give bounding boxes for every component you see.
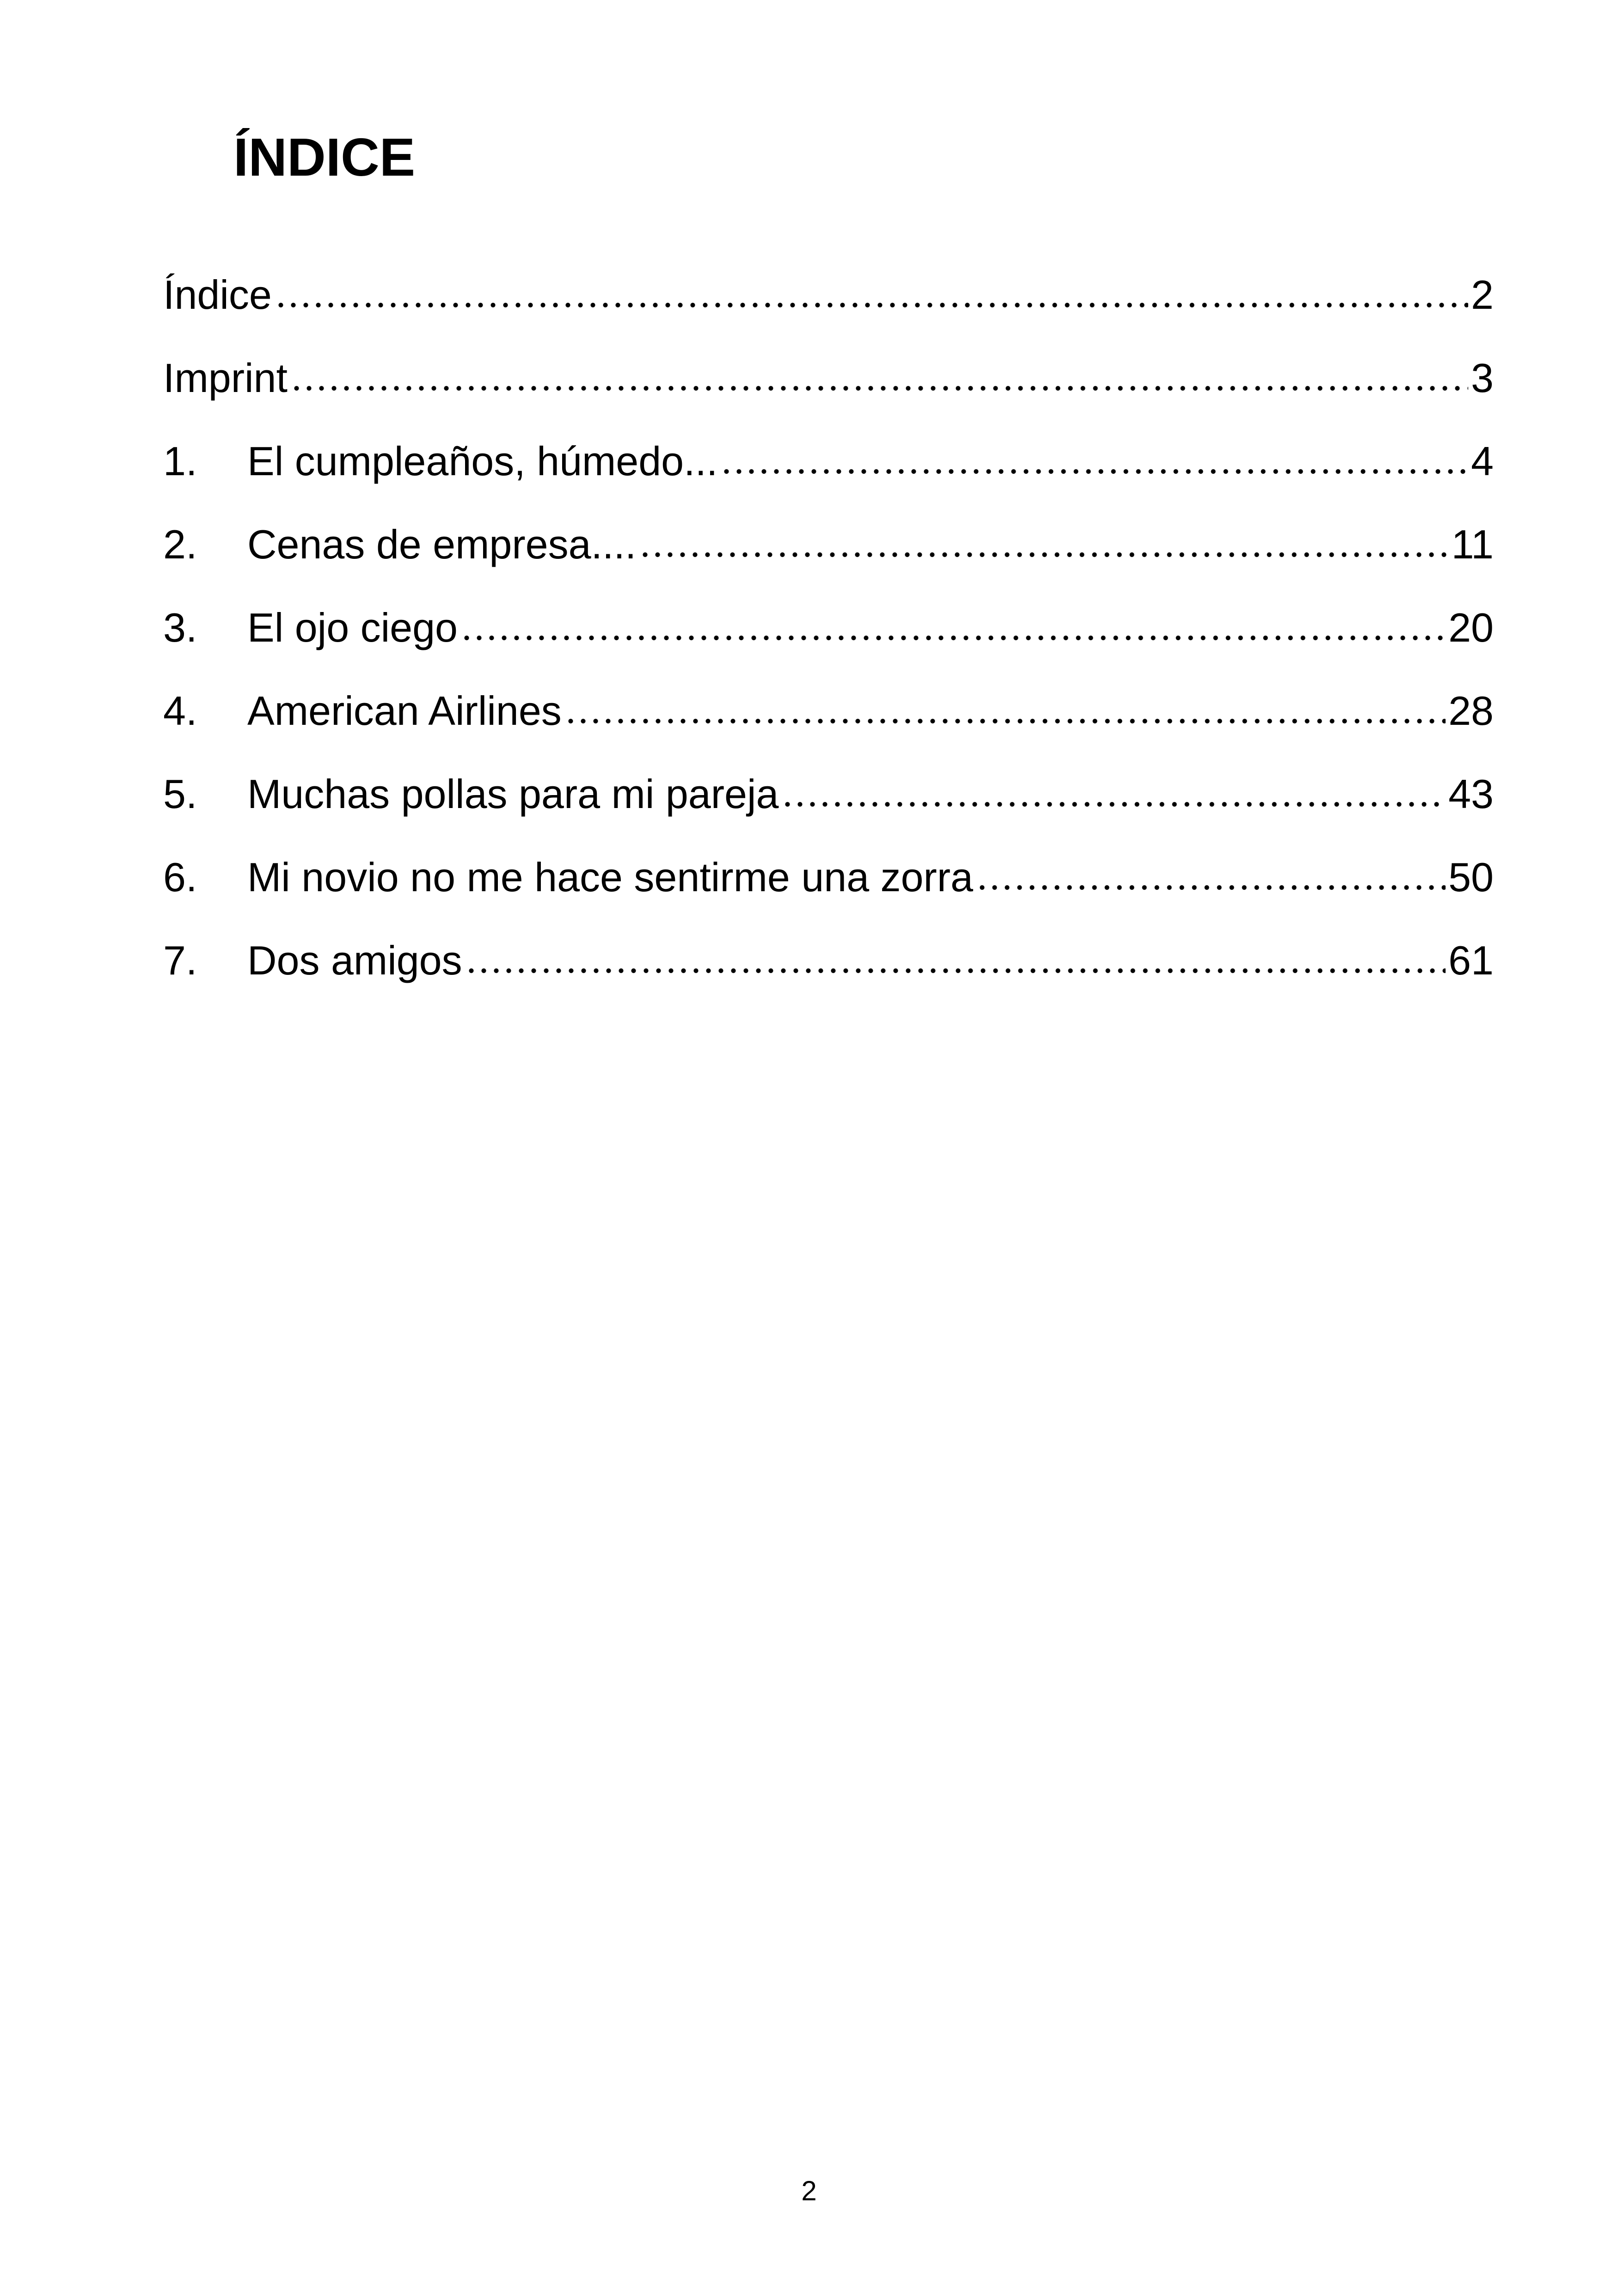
- page-number: 2: [801, 2175, 817, 2206]
- toc-dot-leader: [976, 881, 1446, 894]
- toc-entry-title: Cenas de empresa....: [247, 521, 637, 567]
- toc-dot-leader: [781, 797, 1446, 811]
- toc-entry-title: Índice: [163, 272, 272, 318]
- toc-entry-chapter-2[interactable]: [163, 503, 1494, 586]
- toc-entry-number: 3.: [163, 605, 197, 650]
- table-of-contents: [163, 253, 1494, 1002]
- toc-entry-page: 43: [1448, 771, 1494, 817]
- toc-dot-leader: [275, 298, 1468, 312]
- toc-dot-leader: [460, 631, 1446, 645]
- toc-entry-page: 61: [1448, 937, 1494, 983]
- toc-entry-chapter-6[interactable]: [163, 836, 1494, 919]
- toc-entry-chapter-3[interactable]: [163, 586, 1494, 669]
- toc-dot-leader: [465, 964, 1446, 978]
- toc-entry-title: El ojo ciego: [247, 605, 458, 650]
- toc-entry-number: 4.: [163, 688, 197, 734]
- toc-entry-page: 28: [1448, 688, 1494, 734]
- toc-entry-page: 20: [1448, 605, 1494, 650]
- toc-entry-number: 1.: [163, 438, 197, 484]
- toc-entry-title: El cumpleaños, húmedo...: [247, 438, 718, 484]
- toc-entry-title: Muchas pollas para mi pareja: [247, 771, 779, 817]
- toc-entry-chapter-5[interactable]: [163, 753, 1494, 836]
- toc-entry-chapter-7[interactable]: [163, 919, 1494, 1002]
- toc-entry-page: 4: [1471, 438, 1494, 484]
- toc-entry-page: 2: [1471, 272, 1494, 318]
- toc-entry-chapter-1[interactable]: [163, 420, 1494, 503]
- toc-entry-indice[interactable]: [163, 253, 1494, 337]
- toc-entry-number: 2.: [163, 521, 197, 567]
- toc-entry-title: Dos amigos: [247, 937, 462, 983]
- toc-dot-leader: [564, 714, 1446, 728]
- toc-dot-leader: [639, 548, 1448, 562]
- page-heading: ÍNDICE: [233, 127, 416, 187]
- toc-entry-page: 3: [1471, 355, 1494, 401]
- toc-entry-page: 50: [1448, 854, 1494, 900]
- toc-dot-leader: [290, 381, 1468, 395]
- toc-entry-number: 7.: [163, 937, 197, 983]
- toc-entry-chapter-4[interactable]: [163, 669, 1494, 753]
- toc-entry-title: Mi novio no me hace sentirme una zorra: [247, 854, 974, 900]
- toc-entry-imprint[interactable]: [163, 337, 1494, 420]
- toc-dot-leader: [720, 465, 1468, 478]
- toc-entry-number: 5.: [163, 771, 197, 817]
- toc-entry-title: American Airlines: [247, 688, 562, 734]
- toc-entry-title: Imprint: [163, 355, 288, 401]
- toc-entry-number: 6.: [163, 854, 197, 900]
- toc-entry-page: 11: [1451, 521, 1494, 567]
